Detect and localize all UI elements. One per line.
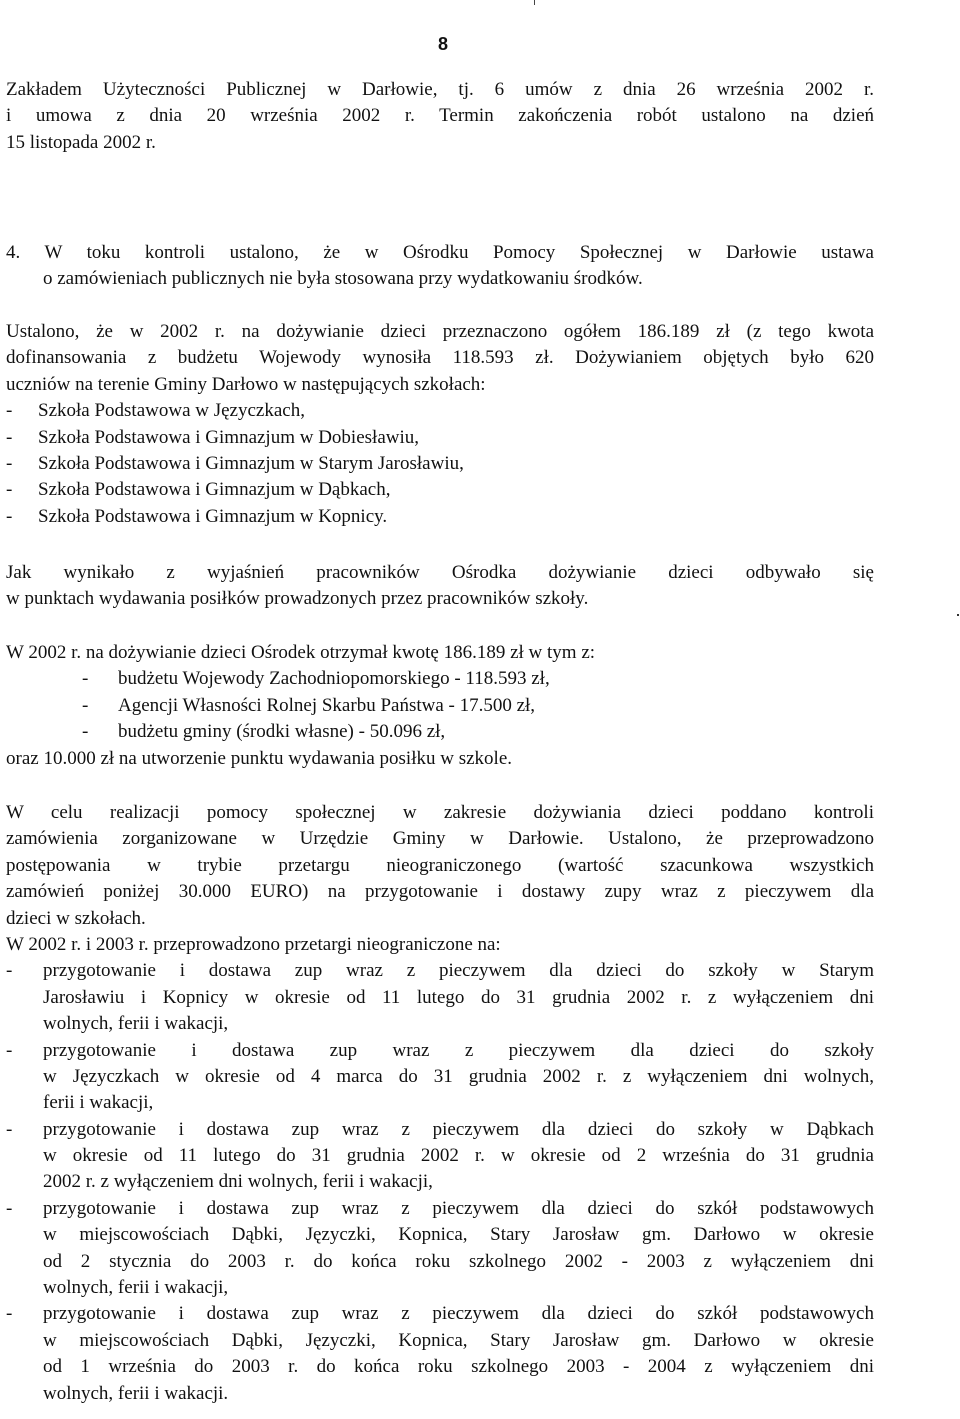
list-item: - Szkoła Podstawowa i Gimnazjum w Dąbkach, <box>6 479 391 501</box>
text-line: Zakładem Użyteczności Publicznej w Darłowie, tj. 6 umów z dnia 26 września 2002 r. <box>6 79 874 100</box>
list-item: - przygotowanie i dostawa zup wraz z pieczywem dla dzieci do szkoły w Języczkach w okresie od 4 marca do 31 grudnia 2002 r. z wyłączeniem dni wolnych, ferii i wakacji, <box>6 1039 874 1114</box>
list-item: - przygotowanie i dostawa zup wraz z pieczywem dla dzieci do szkół podstawowych w miejscowościach Dąbki, Języczki, Kopnica, Stary Jarosław gm. Darłowo w okresie od 1 września do 2003 r. do końca roku szkolnego 2003 - 2004 z wyłączeniem dni wolnych, ferii i wakacji. <box>6 1303 874 1404</box>
text-line: W 2002 r. na dożywianie dzieci Ośrodek otrzymał kwotę 186.189 zł w tym z: <box>6 642 596 663</box>
text-line: W celu realizacji pomocy społecznej w zakresie dożywiania dzieci poddano kontroli <box>6 802 874 823</box>
list-item: - budżetu gminy (środki własne) - 50.096 zł, <box>82 721 446 743</box>
tenders-list <box>6 958 874 1407</box>
paragraph-feeding-funds <box>6 319 874 530</box>
text-line: oraz 10.000 zł na utworzenie punktu wydawania posiłku w szkole. <box>6 747 513 769</box>
text-line: Jak wynikało z wyjaśnień pracowników Ośrodka dożywianie dzieci odbywało się <box>6 562 874 583</box>
text-line: Ustalono, że w 2002 r. na dożywianie dzieci przeznaczono ogółem 186.189 zł (z tego kwota <box>6 321 874 342</box>
page-number: 8 <box>438 34 449 54</box>
paragraph-funding <box>6 640 874 772</box>
text-line: zamówień poniżej 30.000 EURO) na przygotowanie i dostawy zupy wraz z pieczywem dla <box>6 881 874 903</box>
text-line: 15 listopada 2002 r. <box>6 131 156 153</box>
list-item: - Szkoła Podstawowa w Języczkach, <box>6 400 305 422</box>
list-item: - budżetu Wojewody Zachodniopomorskiego - 118.593 zł, <box>82 668 550 690</box>
text-line: zamówienia zorganizowane w Urzędzie Gminy w Darłowie. Ustalono, że przeprowadzono <box>6 828 874 850</box>
text-line: dzieci w szkołach. <box>6 907 146 929</box>
text-line: uczniów na terenie Gminy Darłowo w następujących szkołach: <box>6 373 486 395</box>
text-line: postępowania w trybie przetargu nieograniczonego (wartość szacunkowa wszystkich <box>6 854 874 876</box>
list-item: - Szkoła Podstawowa i Gimnazjum w Starym Jarosławiu, <box>6 452 464 474</box>
paragraph-procurement <box>6 800 874 1407</box>
list-item: - Szkoła Podstawowa i Gimnazjum w Dobiesławiu, <box>6 426 420 448</box>
text-line: W 2002 r. i 2003 r. przeprowadzono przetargi nieograniczone na: <box>6 933 501 955</box>
list-item: - przygotowanie i dostawa zup wraz z pieczywem dla dzieci do szkoły w Dąbkach w okresie od 11 lutego do 31 grudnia 2002 r. w okresie od 2 września do 31 grudnia 2002 r. z wyłączeniem dni wolnych, ferii i wakacji, <box>6 1118 874 1193</box>
text-line: w punktach wydawania posiłków prowadzonych przez pracowników szkoły. <box>6 588 589 610</box>
text-line: dofinansowania z budżetu Wojewody wynosiła 118.593 zł. Dożywianiem objętych było 620 <box>6 347 874 369</box>
list-item: - Agencji Własności Rolnej Skarbu Państwa - 17.500 zł, <box>82 694 536 716</box>
list-item: - przygotowanie i dostawa zup wraz z pieczywem dla dzieci do szkół podstawowych w miejscowościach Dąbki, Języczki, Kopnica, Stary Jarosław gm. Darłowo w okresie od 2 stycznia do 2003 r. do końca roku szkolnego 2002 - 2003 z wyłączeniem dni wolnych, ferii i wakacji, <box>6 1197 874 1299</box>
paragraph-contracts <box>6 77 874 156</box>
paragraph-finding-4 <box>6 240 874 293</box>
list-item: - przygotowanie i dostawa zup wraz z pieczywem dla dzieci do szkoły w Starym Jarosławiu i Kopnicy w okresie od 11 lutego do 31 grudnia 2002 r. z wyłączeniem dni wolnych, ferii i wakacji, <box>6 960 874 1035</box>
text-line: 4. W toku kontroli ustalono, że w Ośrodku Pomocy Społecznej w Darłowie ustawa <box>6 242 874 263</box>
text-line: i umowa z dnia 20 września 2002 r. Termin zakończenia robót ustalono na dzień <box>6 105 874 127</box>
text-line: o zamówieniach publicznych nie była stosowana przy wydatkowaniu środków. <box>43 268 643 290</box>
paragraph-explanations <box>6 560 874 613</box>
scan-mark <box>534 0 535 5</box>
list-item: - Szkoła Podstawowa i Gimnazjum w Kopnicy. <box>6 505 388 527</box>
funding-list <box>6 666 874 745</box>
scan-dot <box>957 614 959 616</box>
schools-list <box>6 398 874 530</box>
